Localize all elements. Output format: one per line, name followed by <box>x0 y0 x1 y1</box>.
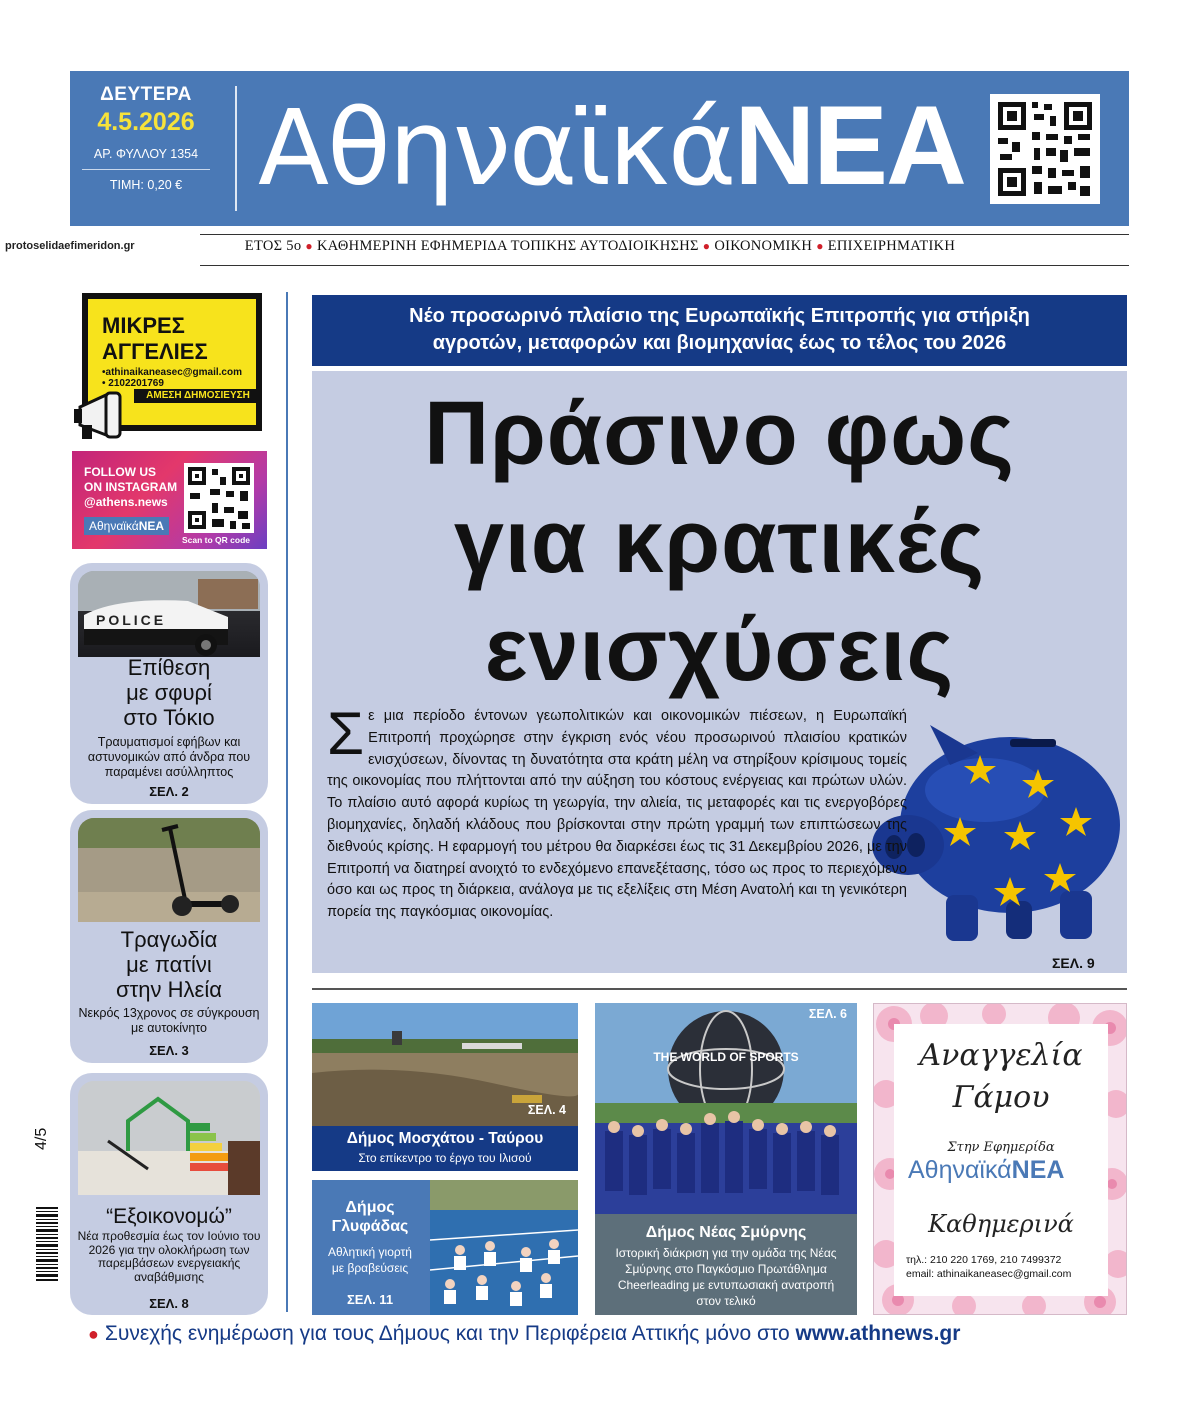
side-story-summary: Νεκρός 13χρονος σε σύγκρουση με αυτοκίνητο <box>78 1006 260 1035</box>
bullet-icon: ● <box>88 1324 99 1344</box>
headline-line: για κρατικές <box>453 492 986 592</box>
wedding-logo <box>908 1156 1064 1185</box>
side-story-headline <box>70 927 268 1002</box>
sports-festival-image <box>430 1180 578 1315</box>
date-block <box>72 84 220 192</box>
police-car-photo <box>78 571 260 657</box>
headline-line: ενισχύσεις <box>484 600 955 700</box>
wedding-daily: Καθημερινά <box>928 1210 1074 1238</box>
police-car-lettering: POLICE <box>96 612 167 628</box>
side-story-page[interactable]: ΣΕΛ. 2 <box>149 784 189 799</box>
summary-line: με βραβεύσεις <box>331 1261 409 1275</box>
lead-dropcap: Σ <box>327 700 365 767</box>
tagline-item: ΟΙΚΟΝΟΜΙΚΗ <box>714 238 813 254</box>
deck-line: Νέο προσωρινό πλαίσιο της Ευρωπαϊκής Επιτροπής για στήριξη <box>409 305 1030 327</box>
classifieds-contact <box>102 367 242 389</box>
title-line: Δήμος <box>345 1199 395 1216</box>
footer-text: Συνεχής ενημέρωση για τους Δήμους και την Περιφέρεια Αττικής μόνο στο <box>104 1322 790 1345</box>
classifieds-title-line: ΜΙΚΡΕΣ <box>102 313 185 338</box>
footer-url[interactable]: www.athnews.gr <box>795 1322 961 1345</box>
wedding-phone[interactable]: τηλ.: 210 220 1769, 210 7499372 <box>906 1254 1062 1266</box>
issue-date: 4.5.2026 <box>97 108 195 136</box>
tile-nea-smyrni[interactable] <box>595 1003 857 1315</box>
date-separator <box>82 169 210 170</box>
footer-banner[interactable] <box>88 1322 960 1346</box>
classifieds-email[interactable]: •athinaikaneasec@gmail.com <box>102 367 242 378</box>
qr-code-graphic <box>184 463 254 533</box>
tile-title: Δήμος Νέας Σμύρνης <box>645 1224 807 1241</box>
wedding-panel <box>894 1024 1108 1296</box>
classifieds-ad[interactable] <box>72 293 268 433</box>
lead-page[interactable]: ΣΕΛ. 9 <box>1052 955 1095 971</box>
wedding-title: Γάμου <box>952 1080 1050 1115</box>
wedding-in-paper: Στην Εφημερίδα <box>947 1140 1055 1155</box>
scooter-image <box>78 818 260 922</box>
tagline-item: ΚΑΘΗΜΕΡΙΝΗ ΕΦΗΜΕΡΙΔΑ ΤΟΠΙΚΗΣ ΑΥΤΟΔΙΟΙΚΗΣΗΣ <box>316 238 699 254</box>
tile-title: Δήμος Μοσχάτου - Ταύρου <box>346 1130 544 1147</box>
tile-title <box>312 1198 428 1236</box>
police-car-image <box>78 571 260 657</box>
lead-headline[interactable] <box>312 380 1127 704</box>
tile-caption <box>312 1126 578 1171</box>
tile-summary: Ιστορική διάκριση για την ομάδα της Νέας Σμύρνης στο Παγκόσμιο Πρωτάθλημα Cheerleading με εντυπωσιακή ανατροπή στον τελικό <box>615 1246 837 1308</box>
side-story-ileia[interactable] <box>70 810 268 1063</box>
logo-light-part: Αθηναϊκά <box>258 87 735 209</box>
tile-caption <box>595 1214 857 1315</box>
classifieds-strip: ΑΜΕΣΗ ΔΗΜΟΣΙΕΥΣΗ <box>134 389 262 403</box>
instagram-qr-icon[interactable] <box>184 463 254 533</box>
logo-light-part: Αθηναϊκά <box>89 519 139 533</box>
lead-body-text: ε μια περίοδο έντονων γεωπολιτικών και οικονομικών πιέσεων, η Ευρωπαϊκή Επιτροπή προχώρησε στην έγκριση ενός νέου προσωρινού πλαισίου κρατικών ενισχύσεων, δίνοντας τη δυνατότητα στα κράτη μέλη να στηρίξουν κρίσιμους τομείς της οικονομίας που πλήττονται από την αύξηση του κόστους ενέργειας και πρώτων υλών. Το πλαίσιο αυτό αφορά κυρίως τη γεωργία, την αλιεία, τις μεταφορές και τις ενεργοβόρες βιομηχανίες, δηλαδή κλάδους που βρίσκονται στην πρώτη γραμμή των επιπτώσεων της διεθνούς κρίσης. Η εφαρμογή του μέτρου θα διαρκέσει έως τις 31 Δεκεμβρίου 2026, με την Επιτροπή να διατηρεί ανοιχτό το ενδεχόμενο επανεξέτασης, τόσο ως προς το περιεχόμενο όσο και ως προς τη διάρκεια, ανάλογα με τις εξελίξεις στη Μέση Ανατολή και τη γενικότερη πορεία της παγκόσμιας οικονομίας. <box>327 708 907 921</box>
side-story-tokyo[interactable] <box>70 563 268 804</box>
qr-code-icon[interactable] <box>990 94 1100 204</box>
energy-rating-photo <box>78 1081 260 1195</box>
lead-deck <box>312 295 1127 366</box>
cheerleading-team-image <box>595 1003 857 1214</box>
megaphone-icon <box>72 389 130 443</box>
bullet-icon: ● <box>702 239 711 253</box>
instagram-logo <box>84 517 169 535</box>
headline-line: Επίθεση <box>127 655 211 680</box>
tile-summary: Στο επίκεντρο το έργο του Ιλισού <box>358 1151 532 1165</box>
wedding-title: Αναγγελία <box>919 1038 1083 1073</box>
lead-story-rule <box>312 988 1127 990</box>
side-story-exoikonomo[interactable] <box>70 1073 268 1315</box>
barcode-icon <box>30 1205 60 1285</box>
side-story-summary: Νέα προθεσμία έως τον Ιούνιο του 2026 για την ολοκλήρωση των παρεμβάσεων ενεργειακής αναβάθμισης <box>77 1229 261 1284</box>
logo-bold-part: ΝΕΑ <box>138 519 165 533</box>
scooter-photo <box>78 818 260 922</box>
issue-day: ΔΕΥΤΕΡΑ <box>100 84 192 105</box>
classifieds-title <box>102 313 208 365</box>
tagline <box>200 238 1000 255</box>
globe-lettering: THE WORLD OF SPORTS <box>653 1050 799 1064</box>
headline-line: με σφυρί <box>126 680 212 705</box>
barcode-graphic <box>30 1205 60 1285</box>
deck-line: αγροτών, μεταφορών και βιομηχανίας έως το τέλος του 2026 <box>432 332 1007 354</box>
classifieds-title-line: ΑΓΓΕΛΙΕΣ <box>102 339 208 364</box>
instagram-text <box>84 465 177 510</box>
side-story-page[interactable]: ΣΕΛ. 3 <box>149 1043 189 1058</box>
lead-body <box>327 700 907 924</box>
tile-page[interactable]: ΣΕΛ. 6 <box>808 1007 847 1021</box>
side-story-headline: “Εξοικονομώ” <box>106 1205 232 1228</box>
summary-line: Αθλητική γιορτή <box>328 1245 412 1259</box>
masthead-divider <box>235 86 237 211</box>
instagram-handle[interactable]: @athens.news <box>84 495 168 509</box>
tagline-rule-top <box>200 234 1129 235</box>
tagline-rule-bottom <box>200 265 1129 266</box>
headline-line: στην Ηλεία <box>116 977 222 1002</box>
headline-line: με πατίνι <box>126 952 212 977</box>
source-watermark: protoselidaefimeridon.gr <box>5 240 135 252</box>
headline-line: στο Τόκιο <box>123 705 215 730</box>
column-divider <box>286 292 288 1312</box>
tagline-item: ΕΠΙΧΕΙΡΗΜΑΤΙΚΗ <box>827 238 956 254</box>
logo-bold-part: ΝΕΑ <box>1011 1156 1065 1184</box>
headline-line: Πράσινο φως <box>424 384 1015 484</box>
logo-bold-part: ΝΕΑ <box>734 83 965 208</box>
tile-page[interactable]: ΣΕΛ. 4 <box>527 1103 566 1117</box>
logo-light-part: Αθηναϊκά <box>908 1156 1012 1184</box>
headline-line: Τραγωδία <box>120 927 218 952</box>
side-story-summary: Τραυματισμοί εφήβων και αστυνομικών από άνδρα που παραμένει ασύλληπτος <box>87 735 251 779</box>
tile-page[interactable]: ΣΕΛ. 11 <box>346 1292 394 1307</box>
instagram-scan-label: Scan to QR code <box>182 535 251 545</box>
tagline-year: ΕΤΟΣ 5ο <box>244 238 302 254</box>
tile-glyfada[interactable] <box>312 1180 578 1315</box>
newspaper-logo[interactable] <box>258 83 965 209</box>
page-marker: 4/5 <box>33 1127 50 1150</box>
wedding-announcement-ad[interactable] <box>873 1003 1127 1315</box>
energy-rating-image <box>78 1081 260 1195</box>
side-story-page[interactable]: ΣΕΛ. 8 <box>149 1296 189 1311</box>
issue-number: ΑΡ. ΦΥΛΛΟΥ 1354 <box>93 147 199 161</box>
qr-code-graphic <box>990 94 1100 204</box>
side-story-headline <box>70 655 268 730</box>
title-line: Γλυφάδας <box>331 1218 409 1235</box>
instagram-ad[interactable] <box>72 451 267 549</box>
classifieds-phone[interactable]: • 2102201769 <box>102 378 164 389</box>
tile-summary <box>312 1244 428 1276</box>
wedding-email[interactable]: email: athinaikaneasec@gmail.com <box>906 1268 1072 1280</box>
bullet-icon: ● <box>816 239 824 253</box>
bullet-icon: ● <box>305 239 313 253</box>
issue-price: ΤΙΜΗ: 0,20 € <box>109 178 183 192</box>
instagram-line: FOLLOW US <box>84 465 156 479</box>
instagram-line: ON INSTAGRAM <box>84 480 178 494</box>
tile-moschato[interactable] <box>312 1003 578 1171</box>
